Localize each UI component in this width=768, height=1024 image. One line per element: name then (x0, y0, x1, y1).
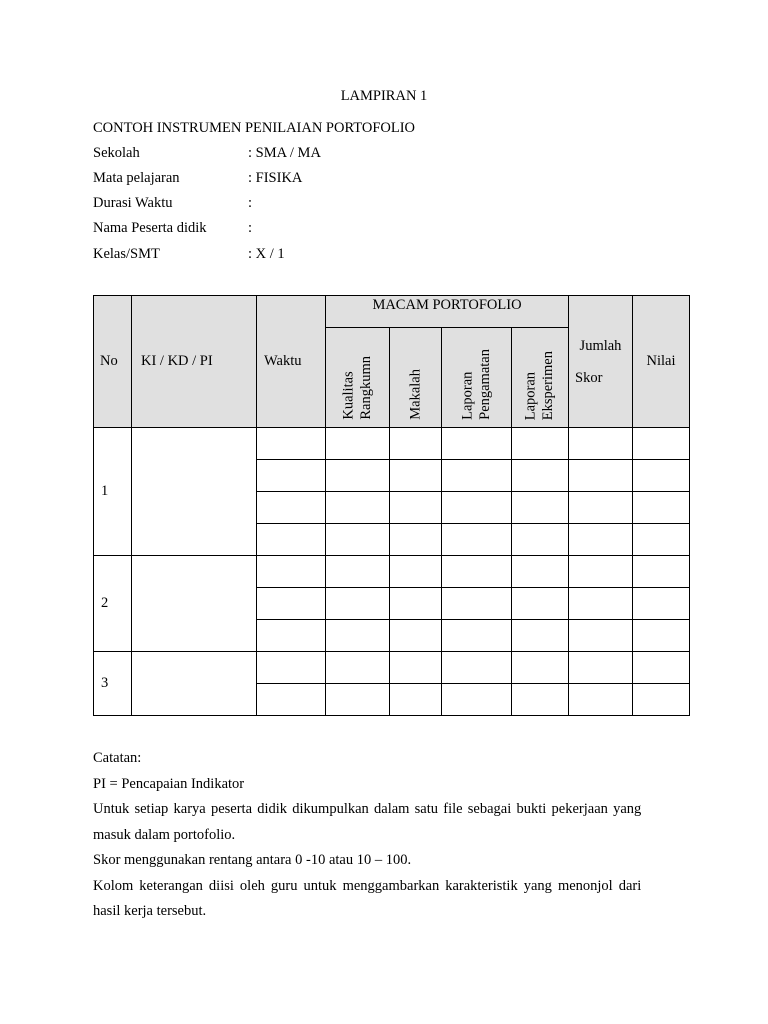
table-cell (390, 588, 442, 620)
table-cell (633, 684, 690, 716)
notes-line: hasil kerja tersebut. (93, 903, 207, 919)
table-cell (390, 492, 442, 524)
table-cell (633, 556, 690, 588)
header-no: No (94, 296, 132, 428)
field-value-kelas-smt: : X / 1 (248, 246, 285, 262)
header-waktu: Waktu (257, 296, 326, 428)
table-cell (442, 428, 512, 460)
ki-kd-pi-cell (132, 556, 257, 652)
table-cell (326, 684, 390, 716)
table-cell (390, 524, 442, 556)
table-cell (633, 492, 690, 524)
field-label-nama-peserta: Nama Peserta didik (93, 220, 207, 236)
field-value-mata-pelajaran: : FISIKA (248, 170, 303, 186)
notes-line: Skor menggunakan rentang antara 0 -10 atau 10 – 100. (93, 852, 412, 868)
table-cell (512, 652, 569, 684)
table-cell (326, 460, 390, 492)
table-cell (442, 684, 512, 716)
notes-line: Untuk setiap karya peserta didik dikumpulkan dalam satu file sebagai bukti pekerjaan yang (93, 801, 642, 817)
table-cell (512, 428, 569, 460)
header-jumlah-skor (569, 296, 633, 428)
notes-line: masuk dalam portofolio. (93, 826, 236, 843)
table-cell (442, 492, 512, 524)
table-cell (442, 524, 512, 556)
table-row (94, 652, 690, 684)
table-cell (390, 684, 442, 716)
table-cell (257, 652, 326, 684)
header-jumlah: Jumlah (579, 337, 622, 354)
table-cell (569, 588, 633, 620)
table-cell (257, 684, 326, 716)
field-label-durasi-waktu: Durasi Waktu (93, 195, 173, 211)
table-cell (442, 652, 512, 684)
table-cell (326, 588, 390, 620)
table-row (94, 428, 690, 460)
table-cell (569, 428, 633, 460)
subheader-laporan-eksperimen-text: Laporan Eksperimen (522, 350, 556, 420)
subheader-makalah (390, 328, 442, 428)
table-cell (512, 620, 569, 652)
table-cell (569, 556, 633, 588)
row-number: 1 (94, 428, 132, 556)
field-value-durasi-waktu: : (248, 195, 253, 211)
table-cell (390, 460, 442, 492)
table-cell (633, 460, 690, 492)
table-cell (326, 492, 390, 524)
table-cell (257, 460, 326, 492)
portfolio-table (93, 295, 690, 716)
table-cell (512, 460, 569, 492)
field-value-sekolah: : SMA / MA (248, 145, 321, 161)
subheader-kualitas-rangkuman (326, 328, 390, 428)
table-cell (326, 620, 390, 652)
row-number: 3 (94, 652, 132, 716)
table-cell (512, 556, 569, 588)
row-number: 2 (94, 556, 132, 652)
table-cell (257, 620, 326, 652)
table-cell (569, 524, 633, 556)
header-macam-portofolio: MACAM PORTOFOLIO (326, 296, 569, 328)
table-cell (326, 556, 390, 588)
notes-line: Kolom keterangan diisi oleh guru untuk menggambarkan karakteristik yang menonjol dari (93, 877, 642, 894)
subheader-kualitas-rangkuman-text: Kualitas Rangkumn (340, 356, 374, 420)
table-cell (442, 588, 512, 620)
table-cell (390, 428, 442, 460)
notes-line: PI = Pencapaian Indikator (93, 775, 245, 792)
header-nilai: Nilai (633, 296, 690, 428)
table-cell (633, 588, 690, 620)
table-cell (633, 524, 690, 556)
document-heading: CONTOH INSTRUMEN PENILAIAN PORTOFOLIO (93, 120, 416, 136)
subheader-laporan-pengamatan (442, 328, 512, 428)
table-cell (257, 492, 326, 524)
table-cell (257, 428, 326, 460)
table-cell (442, 556, 512, 588)
subheader-makalah-text: Makalah (406, 369, 423, 420)
subheader-laporan-eksperimen (512, 328, 569, 428)
table-cell (442, 620, 512, 652)
table-cell (326, 428, 390, 460)
table-cell (442, 460, 512, 492)
table-cell (512, 524, 569, 556)
table-cell (257, 524, 326, 556)
page-title: LAMPIRAN 1 (340, 88, 428, 104)
field-value-nama-peserta: : (248, 220, 253, 236)
ki-kd-pi-cell (132, 652, 257, 716)
table-cell (569, 492, 633, 524)
table-cell (390, 556, 442, 588)
table-cell (326, 652, 390, 684)
table-cell (512, 684, 569, 716)
table-cell (569, 620, 633, 652)
table-cell (257, 588, 326, 620)
table-cell (633, 652, 690, 684)
table-cell (633, 428, 690, 460)
table-cell (633, 620, 690, 652)
subheader-laporan-pengamatan-text: Laporan Pengamatan (459, 349, 493, 420)
field-label-mata-pelajaran: Mata pelajaran (93, 170, 180, 186)
table-cell (512, 588, 569, 620)
table-row (94, 556, 690, 588)
table-cell (569, 652, 633, 684)
notes-section (93, 746, 675, 925)
table-cell (512, 492, 569, 524)
table-cell (390, 620, 442, 652)
header-skor: Skor (575, 369, 603, 386)
table-cell (569, 460, 633, 492)
field-label-kelas-smt: Kelas/SMT (93, 246, 160, 262)
table-cell (569, 684, 633, 716)
header-ki-kd-pi: KI / KD / PI (132, 296, 257, 428)
field-label-sekolah: Sekolah (93, 145, 140, 161)
notes-label: Catatan: (93, 750, 142, 766)
table-cell (390, 652, 442, 684)
table-cell (257, 556, 326, 588)
table-cell (326, 524, 390, 556)
ki-kd-pi-cell (132, 428, 257, 556)
